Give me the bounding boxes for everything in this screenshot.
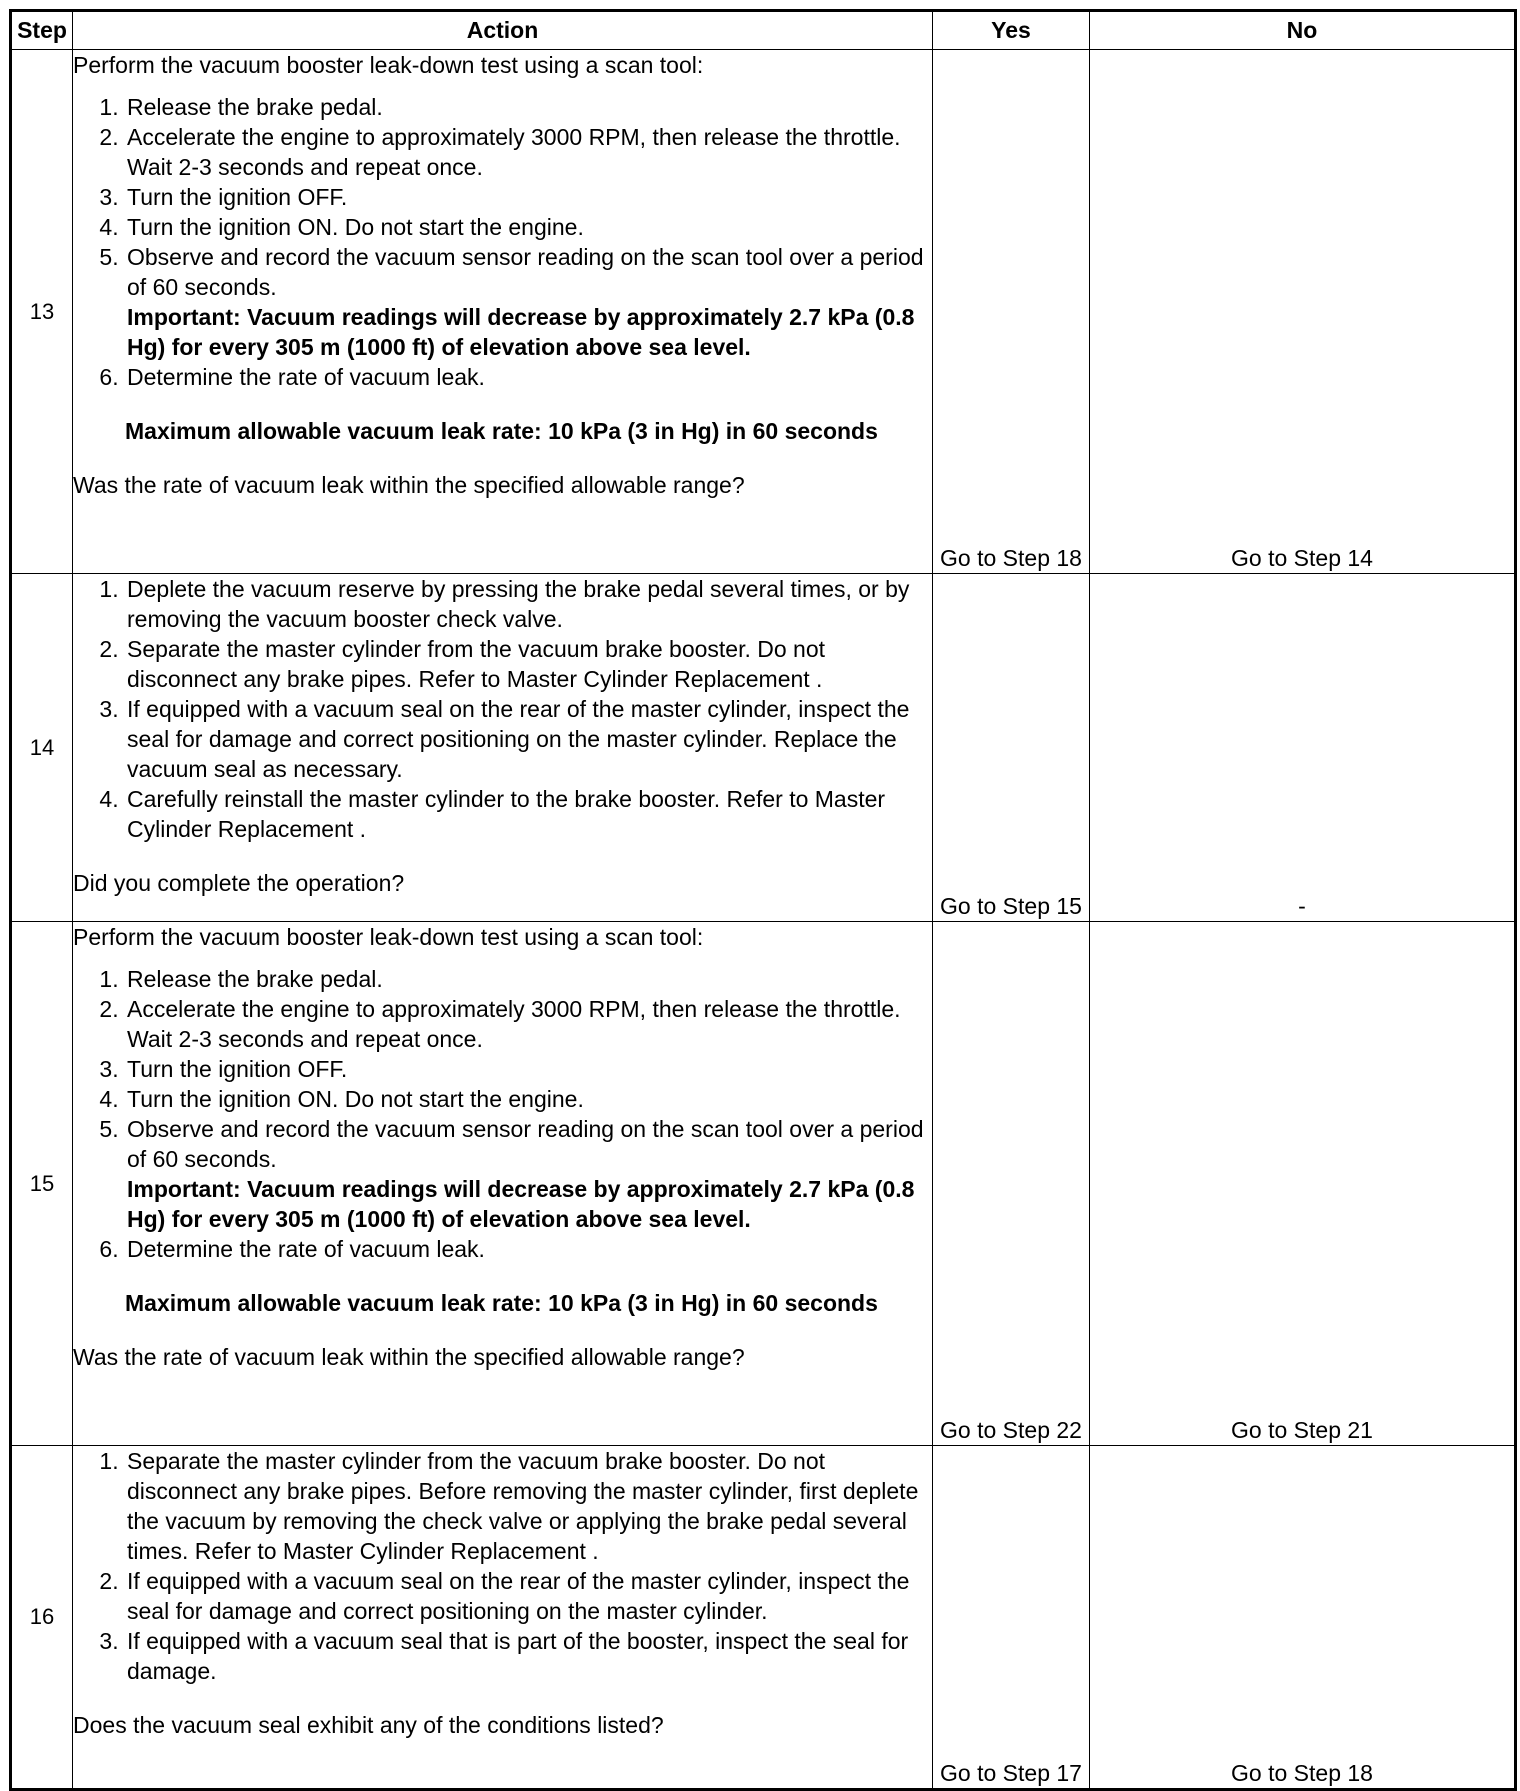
list-item: 2. Accelerate the engine to approximately 3000 RPM, then release the throttle. Wait 2-3 seconds and repeat once. xyxy=(125,994,932,1054)
no-cell: Go to Step 18 xyxy=(1090,1446,1516,1790)
list-item: 3. If equipped with a vacuum seal that is part of the booster, inspect the seal for damage. xyxy=(125,1626,932,1686)
action-steps xyxy=(73,574,932,844)
list-item-text: Observe and record the vacuum sensor reading on the scan tool over a period of 60 seconds. xyxy=(127,1116,924,1172)
question: Was the rate of vacuum leak within the specified allowable range? xyxy=(73,472,745,498)
header-row xyxy=(11,11,1516,50)
action-cell xyxy=(73,50,933,574)
yes-cell: Go to Step 18 xyxy=(933,50,1090,574)
header-no: No xyxy=(1090,11,1516,50)
list-item: 3. If equipped with a vacuum seal on the rear of the master cylinder, inspect the seal for damage and correct positioning on the master cylinder. Replace the vacuum seal as necessary. xyxy=(125,694,932,784)
step-number: 16 xyxy=(11,1446,73,1790)
action-intro: Perform the vacuum booster leak-down test using a scan tool: xyxy=(73,924,704,950)
action-steps xyxy=(73,964,932,1264)
action-steps xyxy=(73,92,932,392)
list-item: 3. Turn the ignition OFF. xyxy=(125,182,932,212)
list-item: 4. Carefully reinstall the master cylinder to the brake booster. Refer to Master Cylinder Replacement . xyxy=(125,784,932,844)
important-note: Important: Vacuum readings will decrease by approximately 2.7 kPa (0.8 Hg) for every 305 m (1000 ft) of elevation above sea level. xyxy=(127,1176,915,1232)
table-row xyxy=(11,50,1516,574)
no-cell: Go to Step 14 xyxy=(1090,50,1516,574)
list-item xyxy=(125,1114,932,1234)
important-note: Important: Vacuum readings will decrease by approximately 2.7 kPa (0.8 Hg) for every 305 m (1000 ft) of elevation above sea level. xyxy=(127,304,915,360)
list-item: 6. Determine the rate of vacuum leak. xyxy=(125,362,932,392)
header-step: Step xyxy=(11,11,73,50)
list-item: 4. Turn the ignition ON. Do not start the engine. xyxy=(125,1084,932,1114)
list-item: 1. Release the brake pedal. xyxy=(125,964,932,994)
table-row xyxy=(11,1446,1516,1790)
list-item: 2. Separate the master cylinder from the vacuum brake booster. Do not disconnect any brake pipes. Refer to Master Cylinder Replacement . xyxy=(125,634,932,694)
action-cell xyxy=(73,922,933,1446)
list-item: 4. Turn the ignition ON. Do not start the engine. xyxy=(125,212,932,242)
list-item: 3. Turn the ignition OFF. xyxy=(125,1054,932,1084)
list-item: 6. Determine the rate of vacuum leak. xyxy=(125,1234,932,1264)
action-steps xyxy=(73,1446,932,1686)
action-cell xyxy=(73,1446,933,1790)
header-yes: Yes xyxy=(933,11,1090,50)
header-action: Action xyxy=(73,11,933,50)
step-number: 13 xyxy=(11,50,73,574)
list-item: 1. Deplete the vacuum reserve by pressing the brake pedal several times, or by removing the vacuum booster check valve. xyxy=(125,574,932,634)
yes-cell: Go to Step 15 xyxy=(933,574,1090,922)
list-item: 2. If equipped with a vacuum seal on the rear of the master cylinder, inspect the seal for damage and correct positioning on the master cylinder. xyxy=(125,1566,932,1626)
max-leak-rate: Maximum allowable vacuum leak rate: 10 kPa (3 in Hg) in 60 seconds xyxy=(125,1290,878,1316)
action-intro: Perform the vacuum booster leak-down test using a scan tool: xyxy=(73,52,704,78)
diagnostic-table xyxy=(9,9,1517,1791)
question: Did you complete the operation? xyxy=(73,870,405,896)
question: Was the rate of vacuum leak within the specified allowable range? xyxy=(73,1344,745,1370)
table-row xyxy=(11,574,1516,922)
list-item: 1. Separate the master cylinder from the vacuum brake booster. Do not disconnect any brake pipes. Before removing the master cylinder, first deplete the vacuum by removing the check valve or applying the brake pedal several times. Refer to Master Cylinder Replacement . xyxy=(125,1446,932,1566)
list-item: 1. Release the brake pedal. xyxy=(125,92,932,122)
max-leak-rate: Maximum allowable vacuum leak rate: 10 kPa (3 in Hg) in 60 seconds xyxy=(125,418,878,444)
step-number: 14 xyxy=(11,574,73,922)
list-item: 2. Accelerate the engine to approximately 3000 RPM, then release the throttle. Wait 2-3 seconds and repeat once. xyxy=(125,122,932,182)
yes-cell: Go to Step 17 xyxy=(933,1446,1090,1790)
list-item-text: Observe and record the vacuum sensor reading on the scan tool over a period of 60 seconds. xyxy=(127,244,924,300)
list-item xyxy=(125,242,932,362)
question: Does the vacuum seal exhibit any of the conditions listed? xyxy=(73,1712,664,1738)
table-row xyxy=(11,922,1516,1446)
no-cell: - xyxy=(1090,574,1516,922)
no-cell: Go to Step 21 xyxy=(1090,922,1516,1446)
yes-cell: Go to Step 22 xyxy=(933,922,1090,1446)
step-number: 15 xyxy=(11,922,73,1446)
action-cell xyxy=(73,574,933,922)
